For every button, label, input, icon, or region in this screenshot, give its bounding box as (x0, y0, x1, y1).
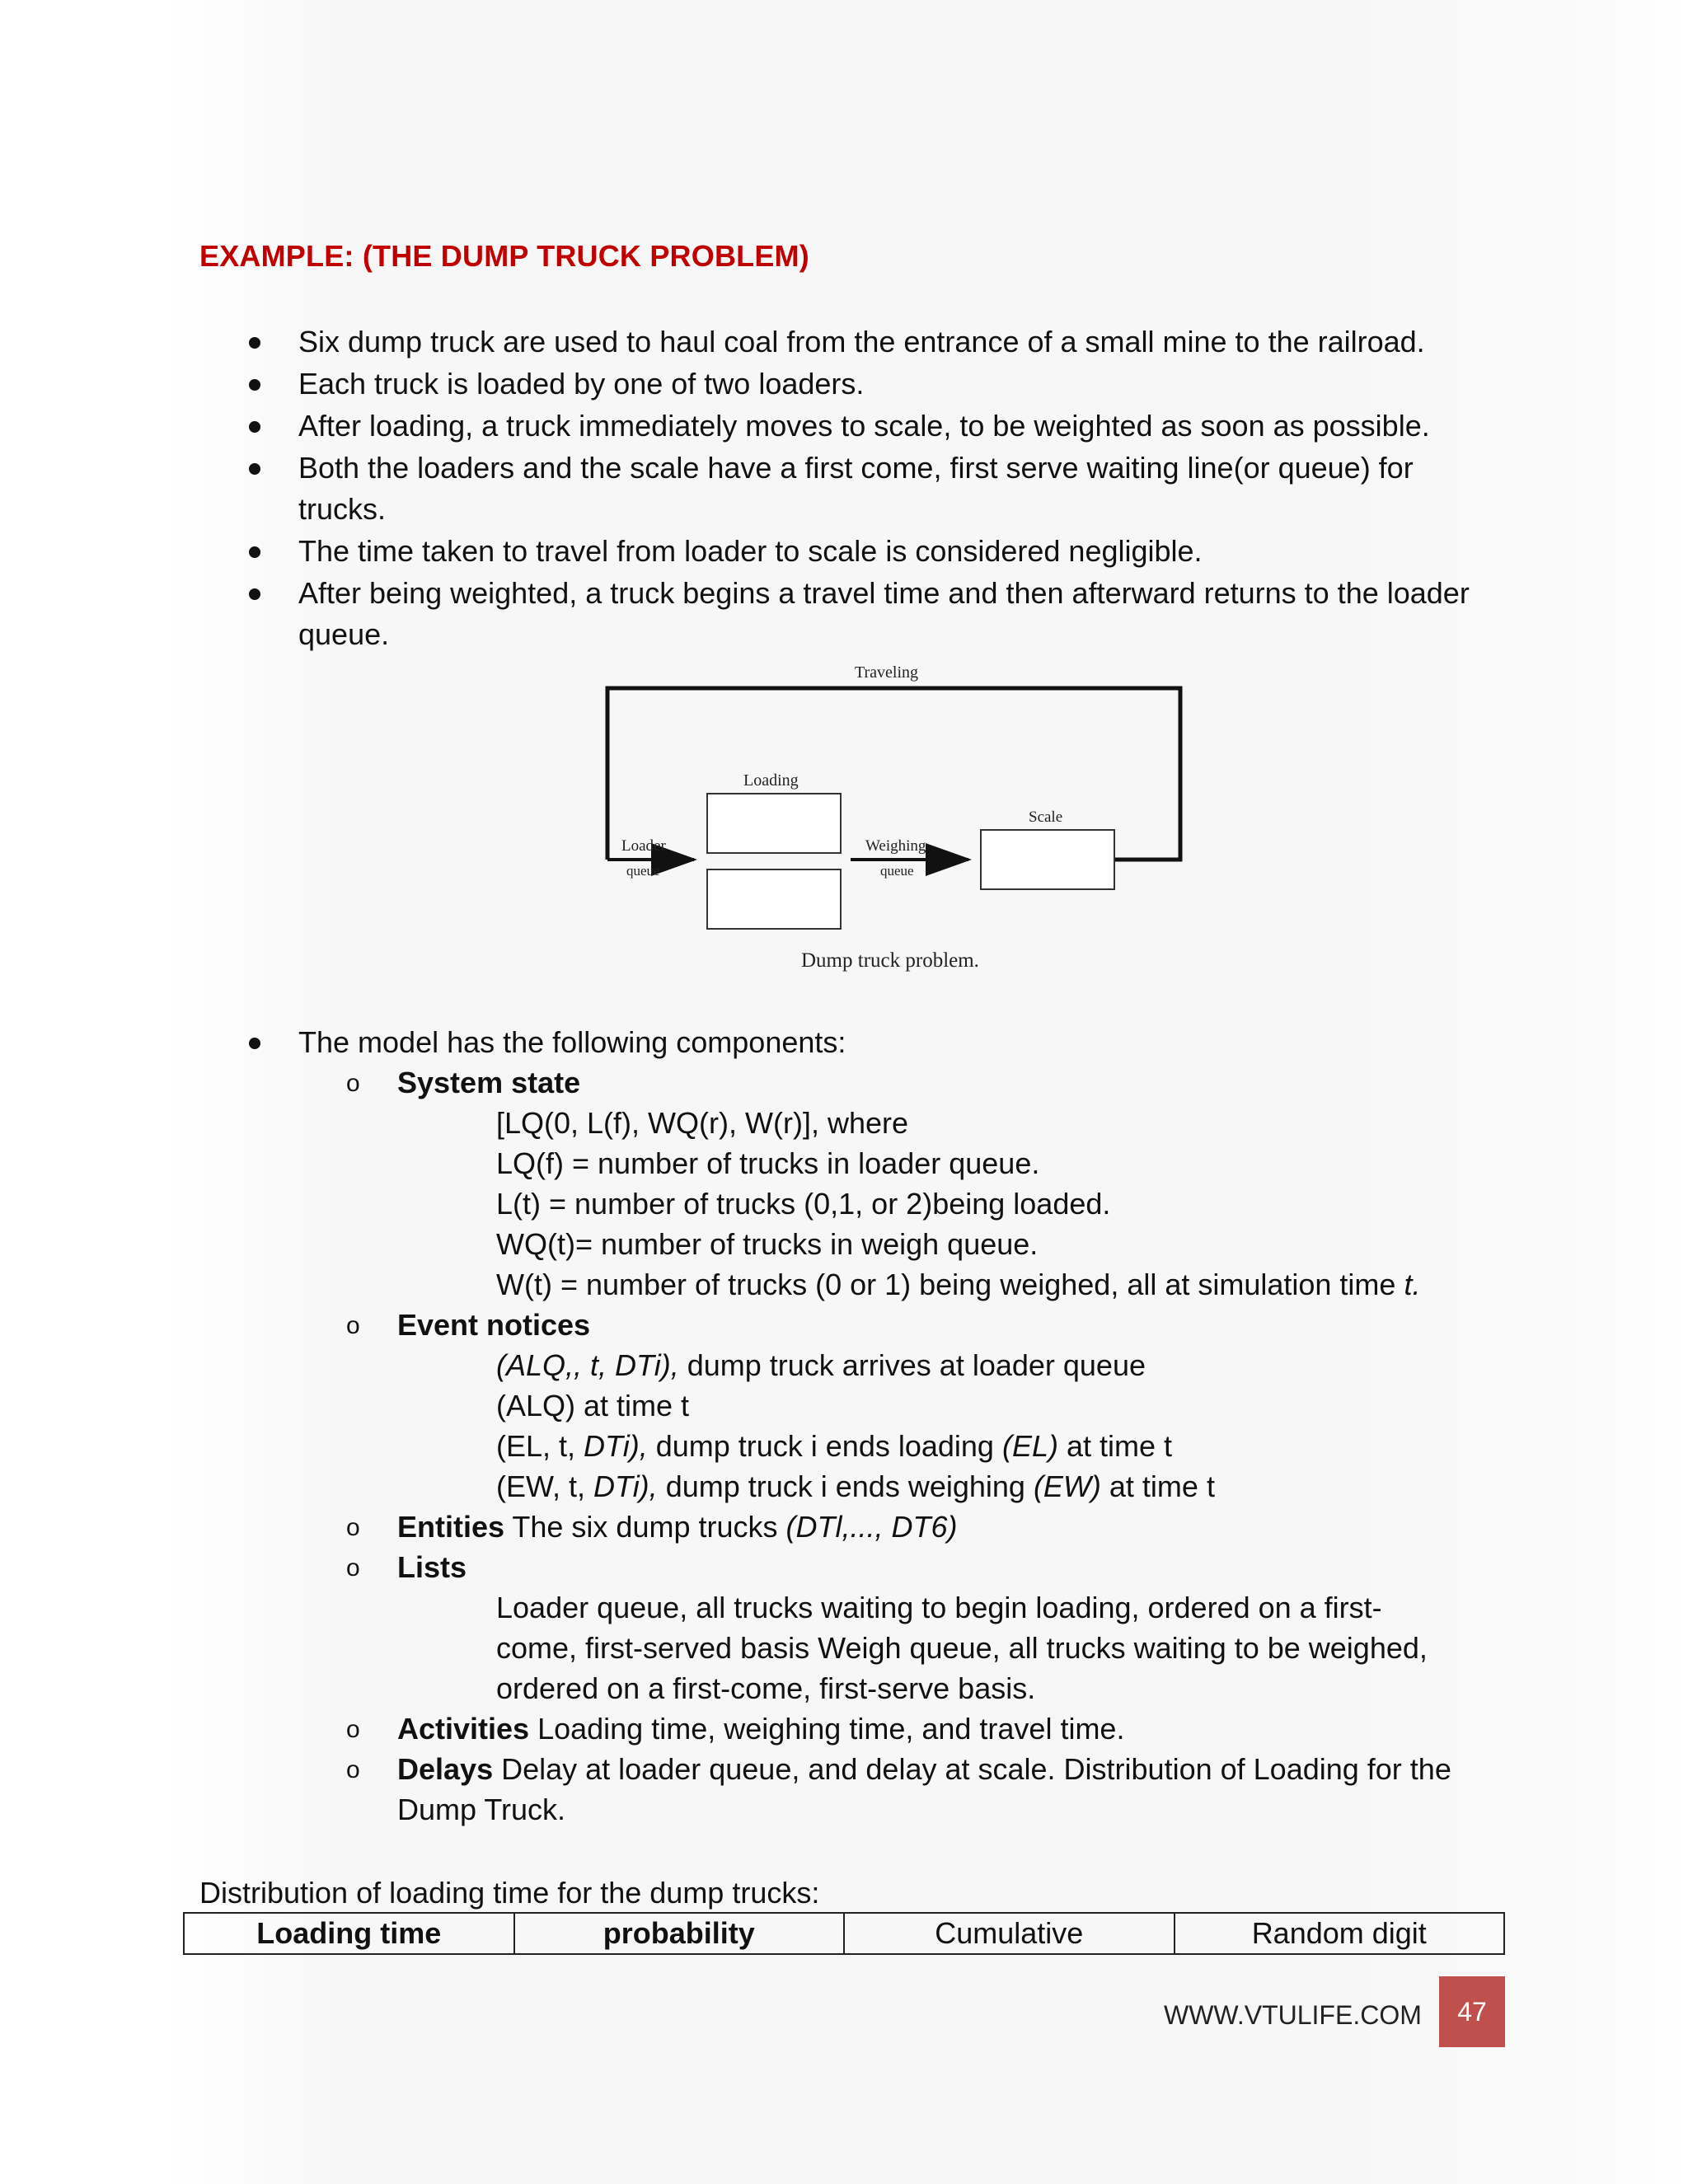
event-notice-text: dump truck i ends weighing (657, 1469, 1034, 1503)
circle-bullet-icon: o (346, 1554, 360, 1582)
circle-bullet-icon: o (346, 1514, 360, 1541)
delays-item (0, 1749, 1688, 1789)
entities-item (0, 1507, 1688, 1547)
event-notice-text: at time t (1057, 1429, 1173, 1463)
page-number: 47 (1439, 1976, 1505, 2047)
footer-website: WWW.VTULIFE.COM (1164, 2000, 1422, 2030)
event-notice-text: dump truck arrives at loader queue (678, 1348, 1146, 1382)
diagram-caption: Dump truck problem. (801, 949, 979, 972)
loader-box-2 (707, 869, 841, 929)
event-notice-code: DTi), (593, 1469, 658, 1503)
column-header-probability: probability (514, 1913, 845, 1954)
event-notice-text: (EW, t, (496, 1469, 594, 1503)
weighing-queue-label: queue (880, 863, 914, 879)
scale-box (981, 830, 1114, 889)
activities-item (0, 1708, 1688, 1749)
event-notice-code: (EL) (1001, 1429, 1058, 1463)
circle-bullet-icon: o (346, 1716, 360, 1743)
event-notice-text: at time t (1100, 1469, 1215, 1503)
weighing-label: Weighing (865, 837, 926, 855)
system-state-line (0, 1264, 1688, 1305)
model-components (0, 1022, 1688, 1830)
circle-bullet-icon: o (346, 1070, 360, 1097)
event-notice-text: (EL, t, (496, 1429, 584, 1463)
column-header-random-digit: Random digit (1175, 1913, 1505, 1954)
system-state-line: [LQ(0, L(f), WQ(r), W(r)], where (496, 1106, 908, 1140)
event-notice-line (0, 1345, 1688, 1385)
distribution-label: Distribution of loading time for the dump trucks: (199, 1876, 820, 1910)
bullet-item: After being weighted, a truck begins a travel time and then afterward returns to the loader queue. (0, 573, 1485, 655)
scale-label: Scale (1029, 808, 1063, 826)
entities-list: (DTl,..., DT6) (785, 1510, 958, 1544)
event-notice-code: (EW) (1033, 1469, 1101, 1503)
column-header-loading-time: Loading time (184, 1913, 514, 1954)
entities-heading: Entities (397, 1510, 505, 1544)
table-header-row (184, 1913, 1504, 1954)
bullet-item: Six dump truck are used to haul coal from the entrance of a small mine to the railroad. (0, 321, 1485, 363)
loader-label: Loader (621, 837, 666, 855)
bullet-item: Both the loaders and the scale have a first come, first serve waiting line(or queue) for trucks. (0, 448, 1485, 530)
system-state-heading: System state (397, 1066, 581, 1099)
event-notice-code: (ALQ,, t, DTi), (496, 1348, 679, 1382)
event-notices-item (0, 1305, 1688, 1345)
system-state-item (0, 1062, 1688, 1103)
lists-heading: Lists (397, 1550, 467, 1584)
components-intro: The model has the following components: (0, 1022, 1688, 1062)
delays-continuation: Dump Truck. (397, 1793, 566, 1826)
loading-time-table (183, 1912, 1505, 1955)
delays-text: Delay at loader queue, and delay at scale. Distribution of Loading for the (493, 1752, 1451, 1786)
intro-bullet-list (0, 321, 1688, 656)
traveling-label: Traveling (855, 663, 919, 682)
lists-item (0, 1547, 1688, 1587)
activities-heading: Activities (397, 1712, 530, 1746)
lists-line: Loader queue, all trucks waiting to begin loading, ordered on a first- (496, 1591, 1382, 1624)
event-notice-code: DTi), (584, 1429, 648, 1463)
system-state-time-var: t. (1404, 1268, 1421, 1301)
lists-line: ordered on a first-come, first-serve basis. (496, 1671, 1036, 1705)
loader-box-1 (707, 794, 841, 853)
bullet-item: The time taken to travel from loader to scale is considered negligible. (0, 531, 1485, 572)
column-header-cumulative: Cumulative (844, 1913, 1175, 1954)
bullet-item: Each truck is loaded by one of two loaders. (0, 363, 1485, 405)
circle-bullet-icon: o (346, 1312, 360, 1339)
loader-queue-label: queue (626, 863, 660, 879)
system-state-line: LQ(f) = number of trucks in loader queue. (496, 1146, 1040, 1180)
system-state-line: WQ(t)= number of trucks in weigh queue. (496, 1227, 1039, 1261)
event-notice-line (0, 1466, 1688, 1507)
event-notices-heading: Event notices (397, 1308, 591, 1342)
dump-truck-diagram (593, 655, 1187, 985)
activities-text: Loading time, weighing time, and travel time. (529, 1712, 1125, 1746)
event-notice-text: dump truck i ends loading (647, 1429, 1002, 1463)
event-notice-line (0, 1426, 1688, 1466)
page-title: EXAMPLE: (THE DUMP TRUCK PROBLEM) (199, 239, 809, 273)
system-state-text: W(t) = number of trucks (0 or 1) being weighed, all at simulation time (496, 1268, 1396, 1301)
entities-text: The six dump trucks (504, 1510, 786, 1544)
circle-bullet-icon: o (346, 1756, 360, 1783)
delays-heading: Delays (397, 1752, 494, 1786)
lists-line: come, first-served basis Weigh queue, all trucks waiting to be weighed, (496, 1631, 1428, 1665)
system-state-line: L(t) = number of trucks (0,1, or 2)being loaded. (496, 1187, 1111, 1221)
event-notice-line: (ALQ) at time t (496, 1389, 690, 1422)
loading-label: Loading (743, 771, 799, 790)
bullet-item: After loading, a truck immediately moves to scale, to be weighted as soon as possible. (0, 405, 1485, 447)
